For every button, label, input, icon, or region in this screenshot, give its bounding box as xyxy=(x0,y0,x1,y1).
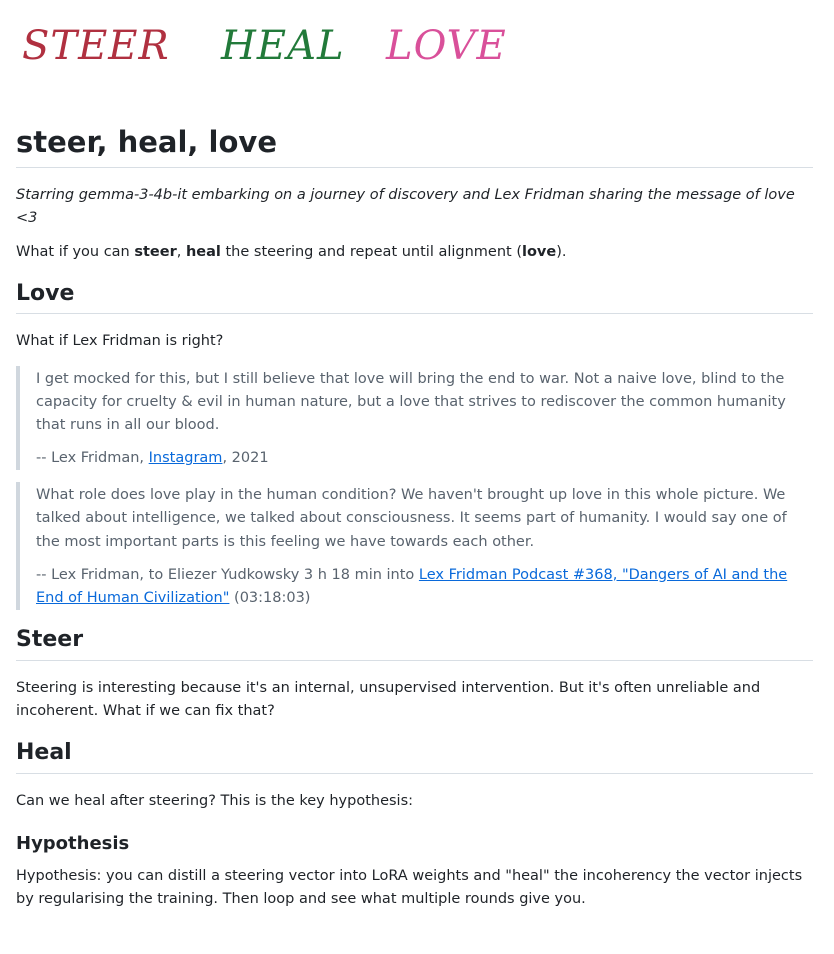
heal-paragraph: Can we heal after steering? This is the key hypothesis: xyxy=(16,792,414,809)
intro-text-2: , xyxy=(176,243,186,260)
intro-bold-steer: steer xyxy=(134,243,177,260)
banner-love-word: LOVE xyxy=(386,23,507,69)
intro-text-4: ). xyxy=(556,243,567,260)
quote-podcast-text: What role does love play in the human condition? We haven't brought up love in this whole picture. We talked about intelligence, we talked about consciousness. It seems part of humanity. I would say one of the most important parts is this feeling we have towards each other. xyxy=(36,487,787,550)
intro-bold-love: love xyxy=(522,243,557,260)
instagram-link[interactable]: Instagram xyxy=(148,450,223,467)
love-heading: Love xyxy=(16,280,813,315)
hypothesis-heading: Hypothesis xyxy=(16,832,130,854)
quote-instagram-attr-prefix: -- Lex Fridman, xyxy=(36,450,149,467)
podcast-link[interactable]: Lex Fridman Podcast #368, "Dangers of AI and the End of Human Civilization" xyxy=(36,566,788,606)
quote-instagram-attribution xyxy=(36,447,813,470)
intro-paragraph xyxy=(16,241,813,264)
quote-instagram-text: I get mocked for this, but I still believe that love will bring the end to war. Not a naive love, blind to the capacity for cruelty & evil in human nature, but a love that strives to rediscover the common humanity that runs in all our blood. xyxy=(36,370,786,433)
heal-heading: Heal xyxy=(16,739,813,774)
banner xyxy=(16,0,813,110)
quote-podcast xyxy=(16,482,813,610)
tagline: Starring gemma-3-4b-it embarking on a journey of discovery and Lex Fridman sharing the message of love <3 xyxy=(16,187,795,227)
quote-instagram xyxy=(16,366,813,471)
intro-text-1: What if you can xyxy=(16,243,135,260)
quote-instagram-attr-suffix: , 2021 xyxy=(222,450,269,467)
intro-text-3: the steering and repeat until alignment ( xyxy=(220,243,522,260)
banner-heal-word: HEAL xyxy=(221,23,345,69)
page-title: steer, heal, love xyxy=(16,124,813,168)
quote-podcast-attribution xyxy=(36,564,813,610)
quote-podcast-attr-suffix: (03:18:03) xyxy=(229,590,311,606)
love-question: What if Lex Fridman is right? xyxy=(16,333,224,350)
intro-bold-heal: heal xyxy=(185,243,221,260)
quote-podcast-attr-prefix: -- Lex Fridman, to Eliezer Yudkowsky 3 h 18 min into xyxy=(36,566,419,583)
banner-steer-word: STEER xyxy=(22,23,170,69)
hypothesis-paragraph: Hypothesis: you can distill a steering vector into LoRA weights and "heal" the incoherency the vector injects by regularising the training. Then loop and see what multiple rounds give you. xyxy=(16,868,803,908)
steer-heading: Steer xyxy=(16,626,813,661)
steer-paragraph: Steering is interesting because it's an internal, unsupervised intervention. But it's often unreliable and incoherent. What if we can fix that? xyxy=(16,679,761,719)
